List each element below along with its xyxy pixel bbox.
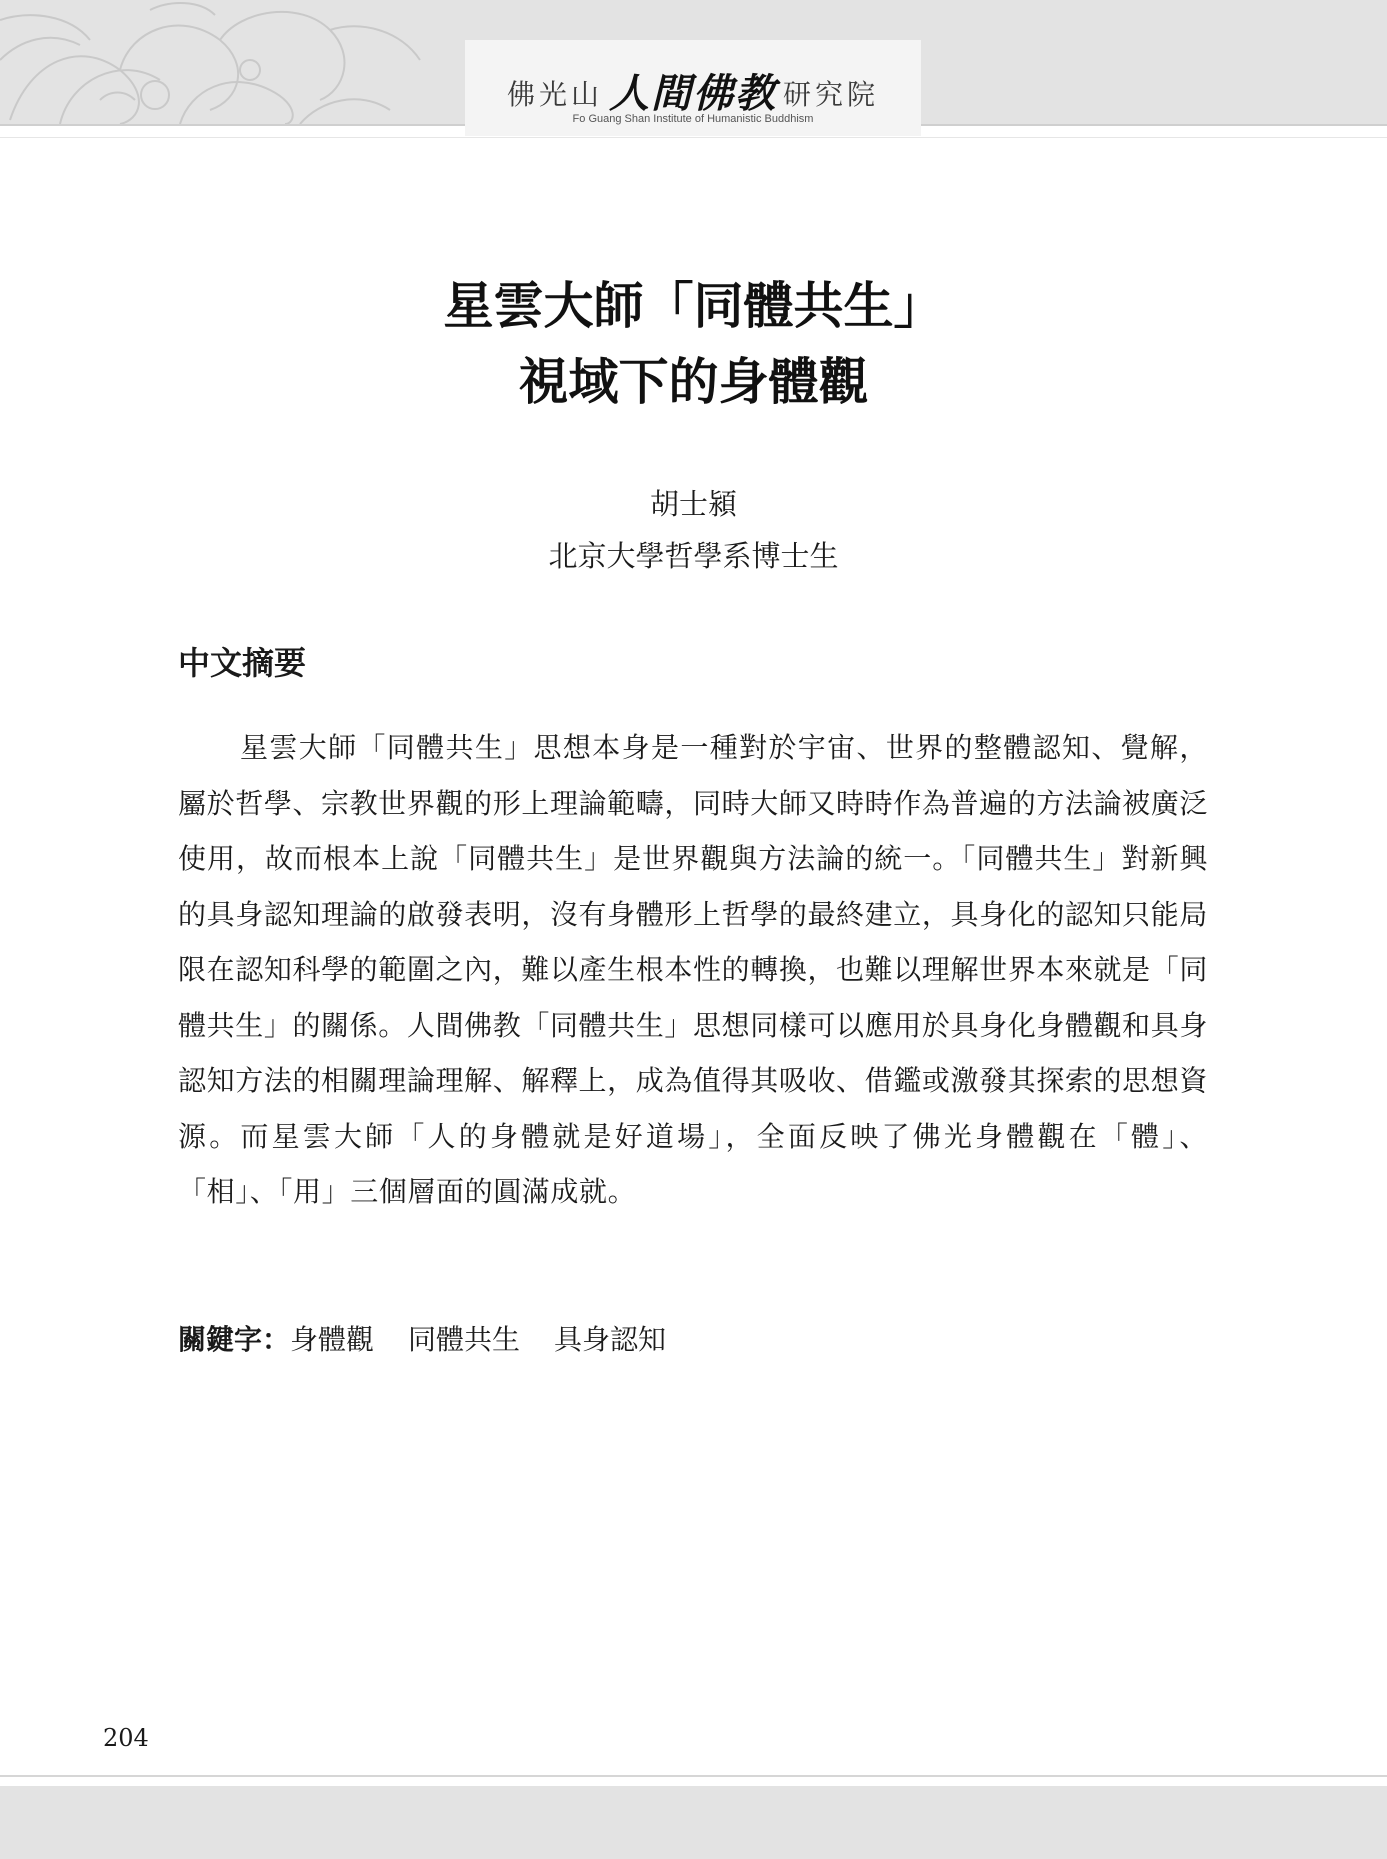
logo-text [465,62,921,119]
keywords-line [178,1318,700,1358]
keyword-item: 身體觀 [290,1323,375,1356]
keyword-item: 同體共生 [408,1323,521,1356]
abstract-body: 星雲大師「同體共生」思想本身是一種對於宇宙、世界的整體認知、覺解，屬於哲學、宗教世界觀的形上理論範疇，同時大師又時時作為普遍的方法論被廣泛使用，故而根本上說「同體共生」是世界觀與方法論的統一。「同體共生」對新興的具身認知理論的啟發表明，沒有身體形上哲學的最終建立，具身化的認知只能局限在認知科學的範圍之內，難以產生根本性的轉換，也難以理解世界本來就是「同體共生」的關係。人間佛教「同體共生」思想同樣可以應用於具身化身體觀和具身認知方法的相關理論理解、解釋上，成為值得其吸收、借鑑或激發其探索的思想資源。而星雲大師「人的身體就是好道場」，全面反映了佛光身體觀在「體」、「相」、「用」三個層面的圓滿成就。 [178,731,1208,1208]
lotus-ornament-icon [0,0,470,124]
institute-logo [465,40,921,136]
author-name: 胡士潁 [649,487,737,521]
logo-suffix: 研究院 [783,78,880,111]
article-title [0,268,1387,420]
keywords-label: 關鍵字： [178,1323,291,1356]
keyword-item: 具身認知 [554,1323,667,1356]
page-number: 204 [103,1724,149,1752]
logo-brush-text: 人間佛教 [609,70,777,117]
title-line-2: 視域下的身體觀 [518,352,869,411]
author-affiliation: 北京大學哲學系博士生 [548,539,839,573]
logo-prefix: 佛光山 [506,78,603,111]
title-line-1: 星雲大師「同體共生」 [443,276,944,335]
header-rule-secondary [0,137,1387,138]
logo-subtitle: Fo Guang Shan Institute of Humanistic Buddhism [572,113,814,125]
footer-rule [0,1775,1387,1777]
author-block [0,478,1387,582]
footer-band [0,1786,1387,1859]
abstract-heading: 中文摘要 [178,644,307,682]
